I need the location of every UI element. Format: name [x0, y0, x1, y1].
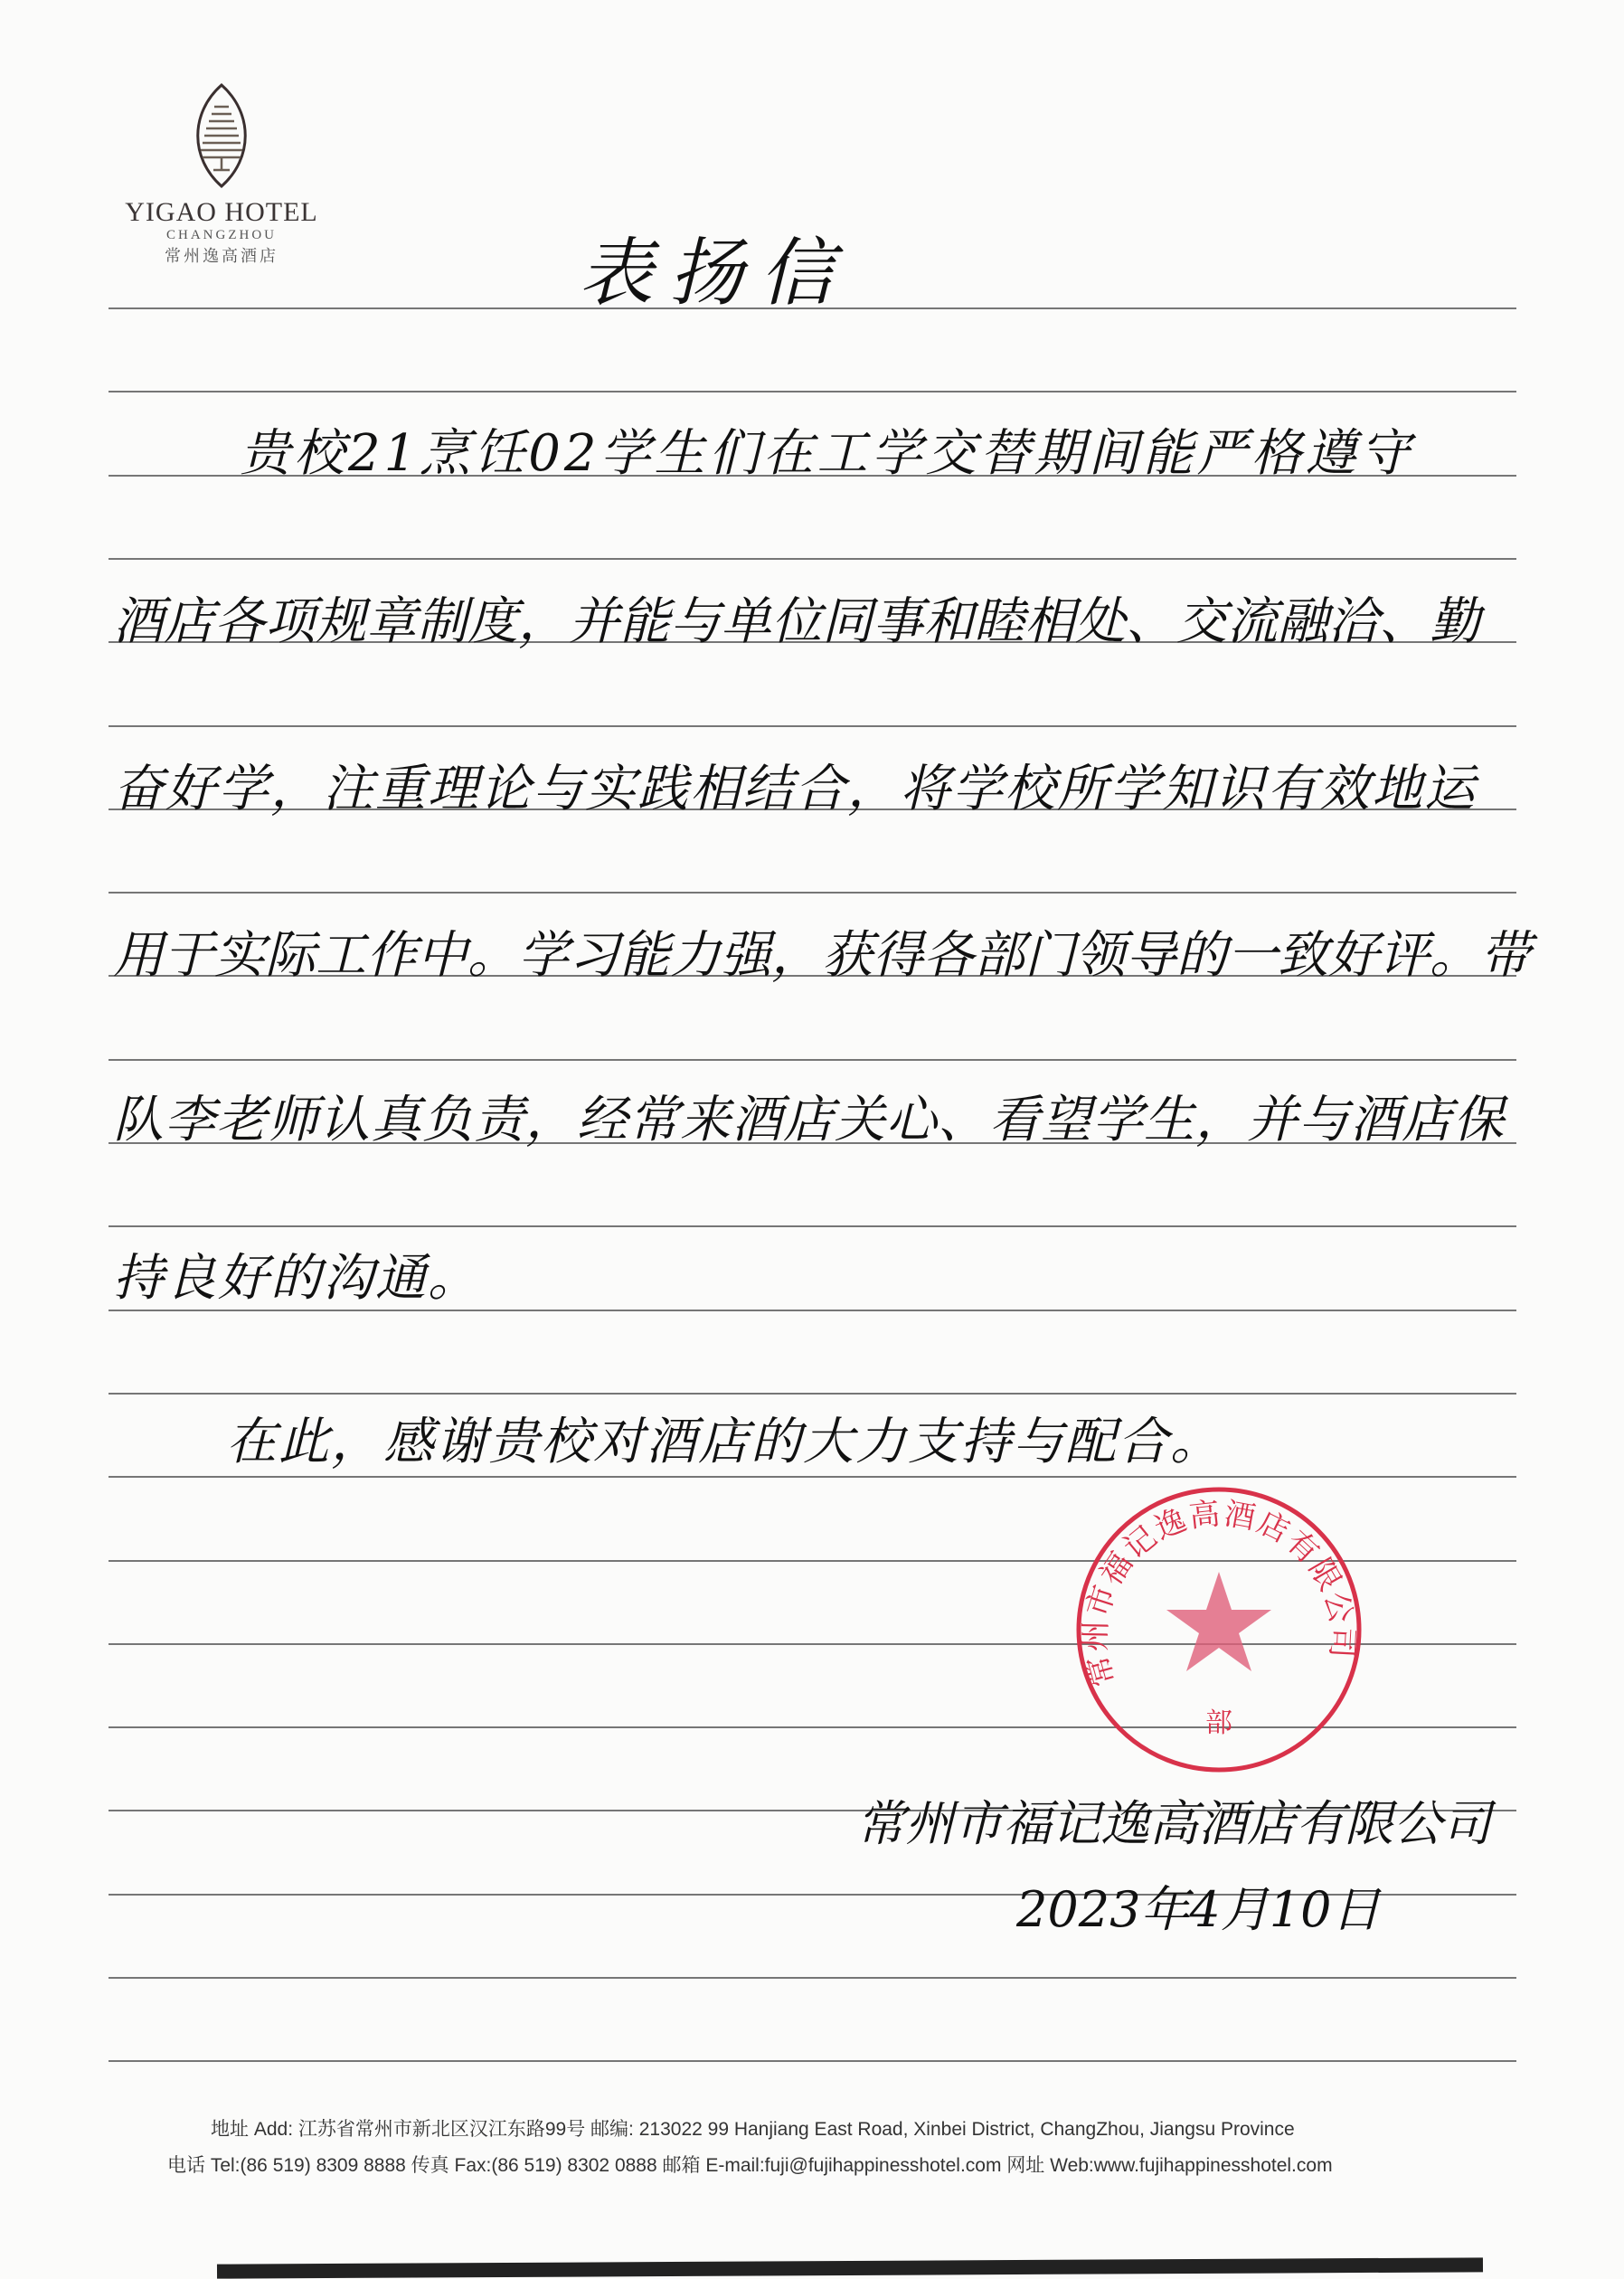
hotel-logo — [118, 81, 326, 267]
footer-contact: 电话 Tel:(86 519) 8309 8888 传真 Fax:(86 519) 8302 0888 邮箱 E-mail:fuji@fujihappinesshotel.com 网址 Web:www.fujihappinesshotel.com — [167, 2155, 1333, 2176]
letter-line-2: 酒店各项规章制度，并能与单位同事和睦相处、交流融洽、勤 — [113, 592, 1480, 651]
hotel-name-en: YIGAO HOTEL — [125, 197, 318, 227]
page-edge-shadow — [217, 2257, 1483, 2278]
letter-line-3: 奋好学，注重理论与实践相结合，将学校所学知识有效地运 — [113, 760, 1477, 818]
ruled-line — [109, 892, 1516, 894]
ruled-line — [109, 1393, 1516, 1395]
letter-line-5: 队李老师认真负责，经常来酒店关心、看望学生，并与酒店保 — [113, 1091, 1505, 1149]
letter-line-6: 持良好的沟通。 — [113, 1249, 480, 1308]
hotel-city-en: CHANGZHOU — [166, 228, 277, 242]
letter-line-1: 贵校21烹饪02学生们在工学交替期间能严格遵守 — [240, 424, 1414, 483]
ruled-line — [109, 558, 1516, 560]
ruled-line — [109, 1977, 1516, 1979]
tree-leaf-logo-icon — [172, 81, 271, 190]
ruled-line — [109, 1310, 1516, 1311]
ruled-line — [109, 2060, 1516, 2062]
seal-dept: 部 — [1205, 1707, 1232, 1739]
seal-text-path: 常州市福记逸高酒店有限公司 — [1077, 1495, 1361, 1691]
ruled-line — [109, 391, 1516, 392]
letter-line-4: 用于实际工作中。学习能力强，获得各部门领导的一致好评。带 — [113, 926, 1531, 985]
letter-line-7: 在此，感谢贵校对酒店的大力支持与配合。 — [226, 1413, 1223, 1471]
ruled-line — [109, 1059, 1516, 1061]
ruled-line — [109, 1476, 1516, 1478]
star-icon — [1166, 1572, 1271, 1671]
ruled-line — [109, 725, 1516, 727]
company-seal-stamp — [1072, 1483, 1365, 1776]
footer-address: 地址 Add: 江苏省常州市新北区汉江东路99号 邮编: 213022 99 Hanjiang East Road, Xinbei District, ChangZhou, Jiangsu Province — [211, 2119, 1295, 2140]
ruled-line — [109, 1225, 1516, 1227]
hotel-name-cn: 常州逸高酒店 — [165, 247, 279, 266]
signature-company: 常州市福记逸高酒店有限公司 — [856, 1795, 1491, 1852]
letter-title: 表扬信 — [579, 231, 850, 317]
signature-date: 2023年4月10日 — [1016, 1881, 1381, 1938]
